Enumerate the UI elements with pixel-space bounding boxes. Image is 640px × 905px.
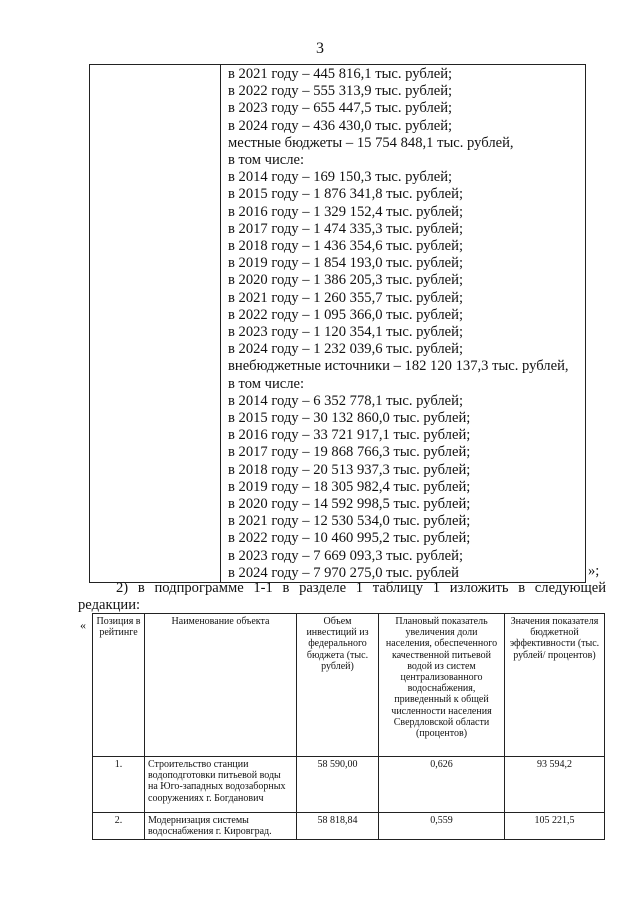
- cell-position: 1.: [93, 757, 145, 813]
- funding-line: в 2020 году – 1 386 205,3 тыс. рублей;: [228, 272, 464, 289]
- funding-line: в 2021 году – 1 260 355,7 тыс. рублей;: [228, 289, 464, 306]
- cell-investment: 58 818,84: [297, 813, 379, 840]
- funding-line: в 2024 году – 1 232 039,6 тыс. рублей;: [228, 341, 464, 358]
- column-header-object-name: Наименование объекта: [145, 614, 297, 757]
- funding-line: в 2015 году – 30 132 860,0 тыс. рублей;: [228, 410, 471, 427]
- objects-table-header-row: [93, 614, 605, 757]
- funding-line: в 2024 году – 7 970 275,0 тыс. рублей: [228, 564, 459, 581]
- funding-line: в 2021 году – 12 530 534,0 тыс. рублей;: [228, 513, 471, 530]
- funding-line: в 2021 году – 445 816,1 тыс. рублей;: [228, 66, 453, 82]
- opening-quote: «: [80, 618, 86, 632]
- column-header-position: Позиция в рейтинге: [93, 614, 145, 757]
- funding-table-right-cell: [221, 65, 586, 583]
- column-header-indicator: Плановый показатель увеличения доли населения, обеспеченного качественной питьевой водой из систем централизованного водоснабжения, приведенный к общей численности населения Свердловской области (процентов): [379, 614, 505, 757]
- funding-table: [89, 64, 586, 583]
- amendment-paragraph-line-1: 2) в подпрограмме 1-1 в разделе 1 таблицу 1 изложить в следующей: [116, 580, 606, 596]
- funding-line: в 2022 году – 1 095 366,0 тыс. рублей;: [228, 306, 464, 323]
- funding-list: [228, 66, 585, 582]
- funding-line: в том числе:: [228, 375, 305, 392]
- objects-table: [92, 613, 605, 840]
- funding-line: в 2019 году – 18 305 982,4 тыс. рублей;: [228, 478, 471, 495]
- column-header-investment: Объем инвестиций из федерального бюджета (тыс. рублей): [297, 614, 379, 757]
- cell-indicator: 0,626: [379, 757, 505, 813]
- funding-line: в 2014 году – 169 150,3 тыс. рублей;: [228, 169, 453, 186]
- funding-line: в 2017 году – 19 868 766,3 тыс. рублей;: [228, 444, 471, 461]
- funding-line: в 2019 году – 1 854 193,0 тыс. рублей;: [228, 255, 464, 272]
- amendment-paragraph-line-2: редакции:: [78, 597, 141, 613]
- page-number: 3: [316, 40, 324, 57]
- funding-line: в 2022 году – 10 460 995,2 тыс. рублей;: [228, 530, 471, 547]
- cell-position: 2.: [93, 813, 145, 840]
- table-row: [93, 757, 605, 813]
- amendment-paragraph: [78, 580, 606, 614]
- cell-object-name: Модернизация системы водоснабжения г. Кировград.: [145, 813, 297, 840]
- funding-line: в 2023 году – 1 120 354,1 тыс. рублей;: [228, 324, 464, 341]
- funding-line: в 2015 году – 1 876 341,8 тыс. рублей;: [228, 186, 464, 203]
- funding-line: внебюджетные источники – 182 120 137,3 тыс. рублей,: [228, 358, 569, 375]
- funding-line: в 2022 году – 555 313,9 тыс. рублей;: [228, 83, 453, 100]
- funding-line: в 2016 году – 33 721 917,1 тыс. рублей;: [228, 427, 471, 444]
- cell-indicator: 0,559: [379, 813, 505, 840]
- funding-line: местные бюджеты – 15 754 848,1 тыс. рублей,: [228, 134, 514, 151]
- cell-efficiency: 105 221,5: [505, 813, 605, 840]
- column-header-efficiency: Значения показателя бюджетной эффективности (тыс. рублей/ процентов): [505, 614, 605, 757]
- funding-line: в 2018 году – 20 513 937,3 тыс. рублей;: [228, 461, 471, 478]
- funding-line: в 2018 году – 1 436 354,6 тыс. рублей;: [228, 238, 464, 255]
- funding-line: в том числе:: [228, 152, 305, 169]
- funding-line: в 2017 году – 1 474 335,3 тыс. рублей;: [228, 220, 464, 237]
- funding-line: в 2024 году – 436 430,0 тыс. рублей;: [228, 117, 453, 134]
- funding-table-left-cell: [90, 65, 221, 583]
- cell-object-name: Строительство станции водоподготовки питьевой воды на Юго-западных водозаборных сооружениях г. Богданович: [145, 757, 297, 813]
- funding-line: в 2023 году – 655 447,5 тыс. рублей;: [228, 100, 453, 117]
- funding-line: в 2020 году – 14 592 998,5 тыс. рублей;: [228, 496, 471, 513]
- table-row: [93, 813, 605, 840]
- closing-quote: »;: [588, 563, 600, 579]
- funding-line: в 2016 году – 1 329 152,4 тыс. рублей;: [228, 203, 464, 220]
- cell-efficiency: 93 594,2: [505, 757, 605, 813]
- funding-line: в 2023 году – 7 669 093,3 тыс. рублей;: [228, 547, 464, 564]
- funding-line: в 2014 году – 6 352 778,1 тыс. рублей;: [228, 392, 464, 409]
- cell-investment: 58 590,00: [297, 757, 379, 813]
